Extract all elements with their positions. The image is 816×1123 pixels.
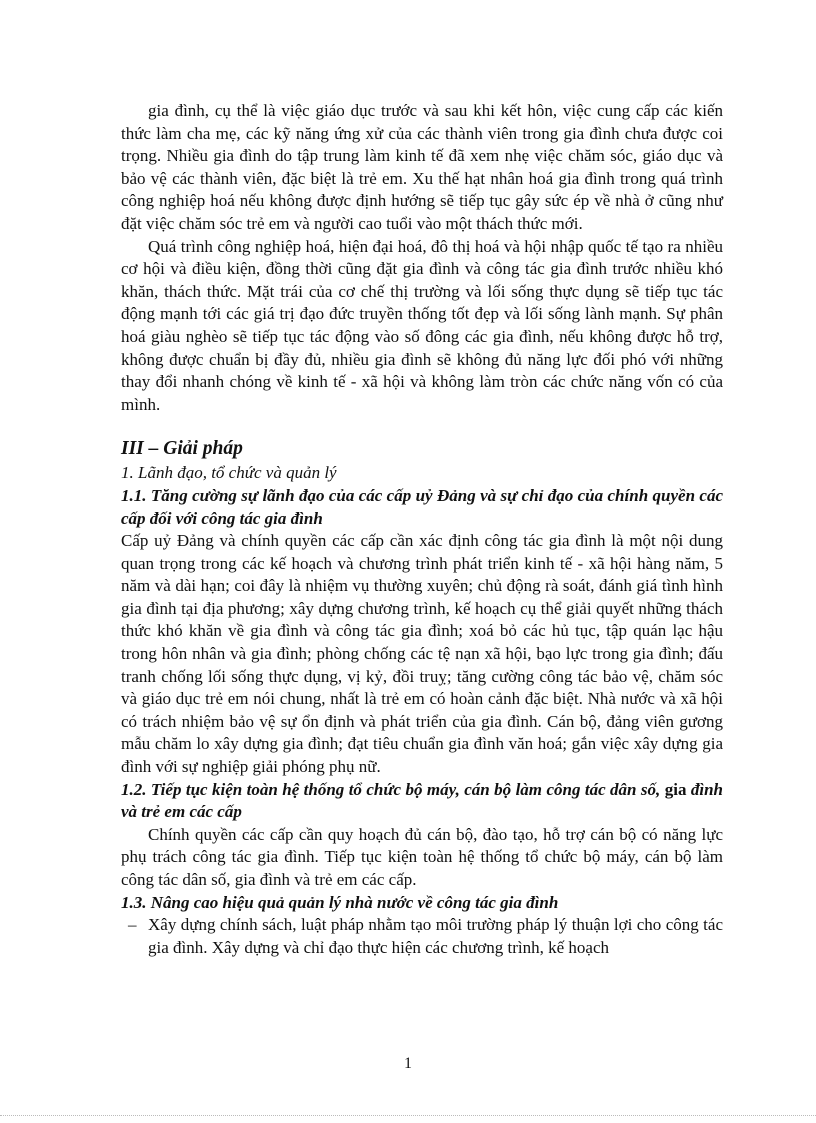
- heading-1-2: [121, 779, 723, 824]
- page-bottom-divider: [0, 1115, 816, 1116]
- heading-1-2-tail: gia: [664, 779, 687, 799]
- bullet-dash: –: [128, 915, 137, 935]
- heading-1-3: 1.3. Nâng cao hiệu quả quản lý nhà nước về công tác gia đình: [121, 892, 559, 912]
- bullet-item: [121, 914, 723, 959]
- section-heading: III – Giải pháp: [121, 438, 243, 460]
- paragraph-1-1: Cấp uỷ Đảng và chính quyền các cấp cần xác định công tác gia đình là một nội dung quan trọng trong các kế hoạch và chương trình phát triển kinh tế - xã hội hàng năm, 5 năm và dài hạn; coi đây là nhiệm vụ thường xuyên; chủ động rà soát, đánh giá tình hình gia đình tại địa phương; xây dựng chương trình, kế hoạch cụ thể giải quyết những thách thức khó khăn về gia đình và công tác gia đình; xoá bỏ các hủ tục, tập quán lạc hậu trong hôn nhân và gia đình; phòng chống các tệ nạn xã hội, bạo lực trong gia đình; đấu tranh chống lối sống thực dụng, vị kỷ, đồi truỵ; tăng cường công tác bảo vệ, chăm sóc và giáo dục trẻ em nói chung, nhất là trẻ em có hoàn cảnh đặc biệt. Nhà nước và xã hội có trách nhiệm bảo vệ sự ổn định và phát triển của gia đình. Cán bộ, đảng viên gương mẫu chăm lo xây dựng gia đình; đạt tiêu chuẩn gia đình văn hoá; gắn việc xây dựng gia đình với sự nghiệp giải phóng phụ nữ.: [121, 531, 723, 777]
- heading-1-2-end: đình và trẻ em các cấp: [121, 779, 724, 822]
- bullet-text: Xây dựng chính sách, luật pháp nhằm tạo môi trường pháp lý thuận lợi cho công tác gia đình. Xây dựng và chỉ đạo thực hiện các chương trình, kế hoạch: [148, 915, 723, 957]
- paragraph-1-2: Chính quyền các cấp cần quy hoạch đủ cán bộ, đào tạo, hỗ trợ cán bộ có năng lực phụ trách công tác gia đình. Tiếp tục kiện toàn hệ thống tổ chức bộ máy, cán bộ làm công tác dân số, gia đình và trẻ em các cấp.: [121, 824, 723, 889]
- intro-paragraph-1: gia đình, cụ thể là việc giáo dục trước và sau khi kết hôn, việc cung cấp các kiến thức làm cha mẹ, các kỹ năng ứng xử của các thành viên trong gia đình chưa được coi trọng. Nhiều gia đình do tập trung làm kinh tế đã xem nhẹ việc chăm sóc, giáo dục và bảo vệ các thành viên, đặc biệt là trẻ em. Xu thế hạt nhân hoá gia đình trong quá trình công nghiệp hoá nếu không được định hướng sẽ tiếp tục gây sức ép về nhà ở cũng như đặt việc chăm sóc trẻ em và người cao tuổi vào một thách thức mới.: [121, 101, 723, 233]
- heading-1-2-main: 1.2. Tiếp tục kiện toàn hệ thống tổ chức bộ máy, cán bộ làm công tác dân số,: [121, 779, 661, 799]
- page-content: [121, 100, 723, 959]
- page-number: 1: [404, 1055, 412, 1072]
- heading-1-1: 1.1. Tăng cường sự lãnh đạo của các cấp uỷ Đảng và sự chỉ đạo của chính quyền các cấp đối với công tác gia đình: [121, 485, 723, 528]
- subsection-heading: 1. Lãnh đạo, tổ chức và quản lý: [121, 463, 337, 483]
- intro-paragraph-2: Quá trình công nghiệp hoá, hiện đại hoá, đô thị hoá và hội nhập quốc tế tạo ra nhiều cơ hội và điều kiện, đồng thời cũng đặt gia đình và công tác gia đình trước nhiều khó khăn, thách thức. Mặt trái của cơ chế thị trường và lối sống thực dụng sẽ tiếp tục tác động mạnh tới các giá trị đạo đức truyền thống tốt đẹp và lối sống lành mạnh. Sự phân hoá giàu nghèo sẽ tiếp tục tác động vào số đông các gia đình, nếu không được hỗ trợ, không được chuẩn bị đầy đủ, nhiều gia đình sẽ không đủ năng lực đối phó với những thay đổi nhanh chóng về kinh tế - xã hội và không làm tròn các chức năng vốn có của mình.: [121, 236, 723, 414]
